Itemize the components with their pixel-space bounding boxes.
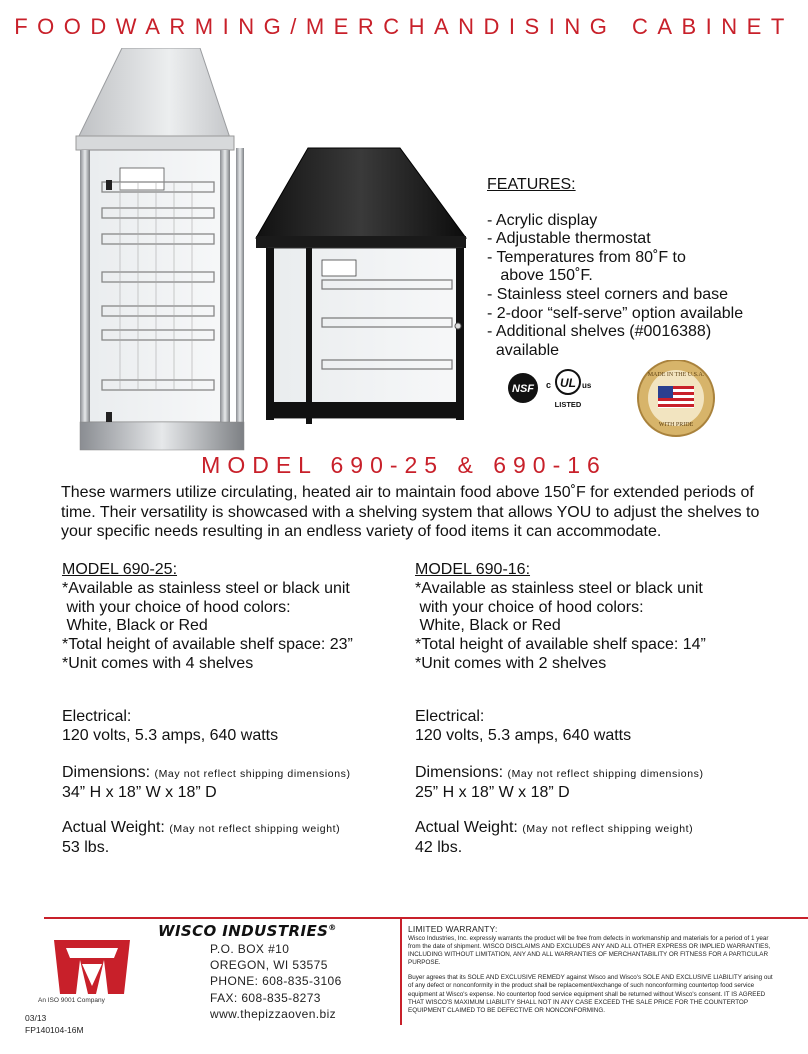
page-title: FOODWARMING/MERCHANDISING CABINET xyxy=(14,14,794,39)
wisco-logo xyxy=(52,938,132,996)
made-in-usa-seal xyxy=(638,360,714,436)
warranty-paragraph: Buyer agrees that its SOLE AND EXCLUSIVE REMEDY against Wisco and Wisco's SOLE AND EXCLUSIVE LIABILITY arising out of any defect or nonconformity in the product shall be replacement/exchange of such nonconforming countertop food service equipment at Wisco's expense. No countertop food service equipment shall be returned without Wisco's consent. IT IS AGREED THAT WISCO'S MAXIMUM LIABILITY SHALL NOT IN ANY CASE EXCEED THE SALE PRICE FOR THE COUNTERTOP EQUIPMENT CLAIMED TO BE DEFECTIVE OR NONCONFORMING. xyxy=(408,974,773,1014)
feature-item: - Acrylic display xyxy=(487,211,598,229)
limited-warranty xyxy=(408,924,778,1015)
svg-text:LISTED: LISTED xyxy=(554,400,582,409)
spec-line: *Unit comes with 4 shelves xyxy=(62,654,254,672)
cabinet-690-25 xyxy=(76,48,276,450)
dimensions-label: Dimensions: xyxy=(415,764,504,781)
svg-text:c: c xyxy=(546,380,552,390)
document-date: 03/13 xyxy=(25,1013,47,1023)
weight-note: (May not reflect shipping weight) xyxy=(522,823,694,835)
feature-item: above 150˚F. xyxy=(487,267,593,285)
weight-label: Actual Weight: xyxy=(415,819,518,836)
cabinet-690-16 xyxy=(256,148,466,424)
feature-item: - 2-door “self-serve” option available xyxy=(487,304,744,322)
electrical-label: Electrical: xyxy=(62,708,132,725)
spec-line: with your choice of hood colors: xyxy=(62,598,291,616)
feature-item: - Additional shelves (#0016388) xyxy=(487,323,712,341)
iso-note: An ISO 9001 Company xyxy=(38,997,105,1004)
feature-item: - Adjustable thermostat xyxy=(487,230,651,248)
footer-vertical-divider xyxy=(400,917,402,1025)
spec-line: White, Black or Red xyxy=(62,617,208,635)
spec-line: *Available as stainless steel or black unit xyxy=(62,579,350,597)
product-image xyxy=(60,48,480,458)
spec-line: with your choice of hood colors: xyxy=(415,598,644,616)
dimensions-label: Dimensions: xyxy=(62,764,151,781)
spec-line: *Available as stainless steel or black unit xyxy=(415,579,703,597)
warranty-title: LIMITED WARRANTY: xyxy=(408,924,498,934)
address-line: OREGON, WI 53575 xyxy=(210,958,328,973)
svg-text:WITH PRIDE: WITH PRIDE xyxy=(658,422,694,428)
weight-value: 53 lbs. xyxy=(62,838,110,856)
features-list xyxy=(487,176,787,360)
spec-line: *Total height of available shelf space: 14” xyxy=(415,636,706,654)
svg-text:NSF: NSF xyxy=(512,383,534,395)
document-id: FP140104-16M xyxy=(25,1025,84,1035)
address-line: P.O. BOX #10 xyxy=(210,942,290,956)
electrical-value: 120 volts, 5.3 amps, 640 watts xyxy=(415,726,632,744)
footer-divider xyxy=(44,917,808,919)
spec-line: *Total height of available shelf space: 23” xyxy=(62,636,353,654)
model-690-25-specs xyxy=(62,561,402,856)
electrical-value: 120 volts, 5.3 amps, 640 watts xyxy=(62,726,279,744)
svg-text:us: us xyxy=(582,381,592,390)
weight-label: Actual Weight: xyxy=(62,819,165,836)
warranty-paragraph: Wisco Industries, Inc. expressly warrants the product will be free from defects in workmanship and materials for a period of 1 year from the date of shipment. WISCO DISCLAIMS AND EXCLUDES ANY AND ALL OTHER EXPRESS OR IMPLIED WARRANTIES, INCLUDING WITHOUT LIMITATION, ANY AND ALL WARRANTIES OF MERCHANTABILITY OR FITNESS FOR A PARTICULAR PURPOSE. xyxy=(408,935,771,967)
spec-line: *Unit comes with 2 shelves xyxy=(415,654,607,672)
ul-listed-logo xyxy=(546,370,592,409)
nsf-logo xyxy=(508,373,538,403)
model-690-16-specs xyxy=(415,561,755,856)
spec-line: White, Black or Red xyxy=(415,617,561,635)
intro-paragraph: These warmers utilize circulating, heated air to maintain food above 150˚F for extended periods of time. Their versatility is showcased with a shelving system that allows YOU to adjust the shelves to your specific needs resulting in an endless variety of food items it can accommodate. xyxy=(61,484,760,541)
company-name: WISCO INDUSTRIES® xyxy=(158,922,337,940)
model-heading: MODEL 690-25: xyxy=(62,561,178,578)
feature-item: - Temperatures from 80˚F to xyxy=(487,248,686,266)
weight-value: 42 lbs. xyxy=(415,838,463,856)
svg-text:MADE IN THE U.S.A.: MADE IN THE U.S.A. xyxy=(647,372,705,378)
model-heading: MODEL 690-16: xyxy=(415,561,531,578)
electrical-label: Electrical: xyxy=(415,708,485,725)
feature-item: - Stainless steel corners and base xyxy=(487,285,729,303)
dimensions-note: (May not reflect shipping dimensions) xyxy=(154,768,351,780)
company-address xyxy=(210,941,342,1022)
weight-note: (May not reflect shipping weight) xyxy=(169,823,341,835)
features-heading: FEATURES: xyxy=(487,176,576,193)
dimensions-note: (May not reflect shipping dimensions) xyxy=(507,768,704,780)
phone-line: PHONE: 608-835-3106 xyxy=(210,974,342,989)
certification-badges xyxy=(508,360,798,452)
fax-line: FAX: 608-835-8273 xyxy=(210,990,321,1005)
website-link[interactable]: www.thepizzaoven.biz xyxy=(210,1006,337,1021)
svg-text:UL: UL xyxy=(560,376,576,390)
dimensions-value: 25” H x 18” W x 18” D xyxy=(415,783,570,801)
model-title: MODEL 690-25 & 690-16 xyxy=(201,452,607,478)
dimensions-value: 34” H x 18” W x 18” D xyxy=(62,783,217,801)
feature-item: available xyxy=(487,341,560,359)
